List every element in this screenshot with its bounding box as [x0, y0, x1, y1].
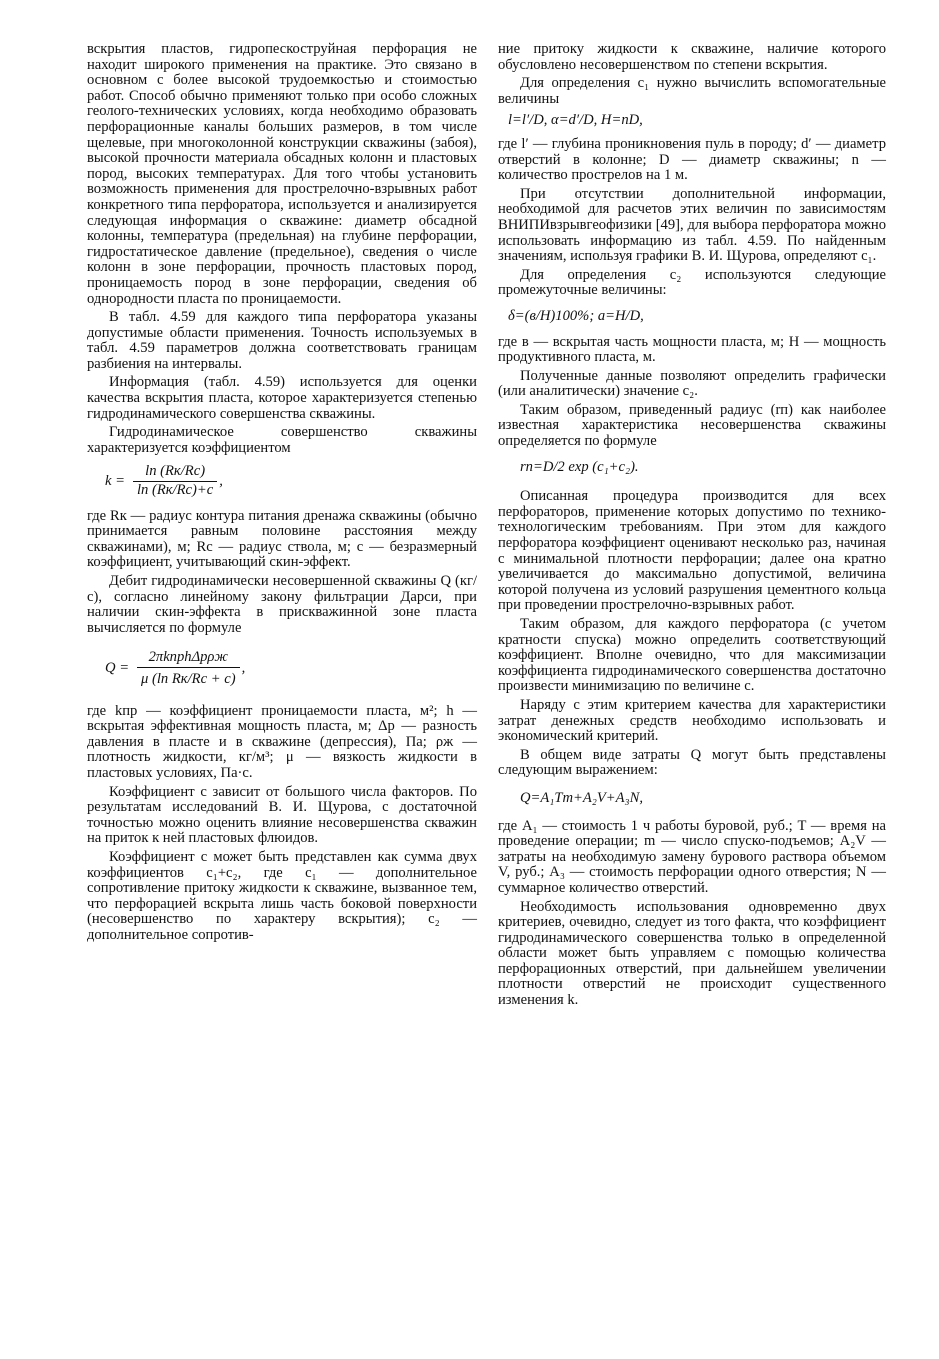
left-paragraph-6: Дебит гидродинамически несовершенной скважины Q (кг/с), согласно линейному закону фильтрации Дарси, при наличии скин-эффекта в прискважинной зоне пласта вычисляется по формуле — [87, 573, 477, 636]
formula-delta: δ=(в/H)100%; a=H/D, — [508, 307, 644, 324]
formula-q-lhs: Q = — [105, 660, 130, 677]
formula-costs: Q=A₁Tm+A₂V+A₃N, — [520, 789, 643, 806]
right-paragraph-3: где l′ — глубина проникновения пуль в породу; d′ — диаметр отверстий в колонне; D — диаметр скважины; n — количество прострелов на 1 м. — [498, 135, 886, 184]
right-paragraph-12: В общем виде затраты Q могут быть представлены следующим выражением: — [498, 746, 886, 779]
left-paragraph-9: Коэффициент c может быть представлен как сумма двух коэффициентов c₁+c₂, где c₁ — дополнительное сопротивление притоку жидкости к скважине, вызванное тем, что перфорацией вскрыта лишь часть боковой поверхности (несовершенство по характеру вскрытия); c₂ — дополнительное сопротив- — [87, 848, 477, 943]
left-paragraph-3: Информация (табл. 4.59) используется для оценки качества вскрытия пласта, которое характеризуется степенью гидродинамического совершенства скважины. — [87, 374, 477, 422]
right-paragraph-14: Необходимость использования одновременно двух критериев, очевидно, следует из того факта, что коэффициент гидродинамического совершенства только в определенной области может быть управляем с помощью количества перфорационных отверстий, при дальнейшем увеличении плотности отверстий не происходит существенного изменения k. — [498, 898, 886, 1009]
formula-q-tail: , — [241, 660, 246, 677]
right-paragraph-13: где A₁ — стоимость 1 ч работы буровой, руб.; T — время на проведение операции; m — число спуско-подъемов; A₂V — затраты на необходимую замену бурового раствора объемом V, руб.; A₃ — стоимость перфорации одного отверстия; N — суммарное количество отверстий. — [498, 817, 886, 896]
left-paragraph-4: Гидродинамическое совершенство скважины характеризуется коэффициентом — [87, 424, 477, 456]
formula-k-fraction — [133, 464, 217, 498]
right-paragraph-6: где в — вскрытая часть мощности пласта, м; H — мощность продуктивного пласта, м. — [498, 333, 886, 366]
formula-q-numerator: 2πkпрhΔpρж — [137, 650, 240, 668]
right-paragraph-2: Для определения c₁ нужно вычислить вспомогательные величины — [498, 75, 886, 107]
right-paragraph-9: Описанная процедура производится для всех перфораторов, применение которых допустимо по технико-технологическим требованиям. При этом для каждого перфоратора коэффициент оценивают несколько раз, начиная с минимальной плотности перфорации; далее она кратно увеличивается до максимально допустимой, величина которой получена из условий разрушения цементного кольца при проведении прострелочно-взрывных работ. — [498, 488, 886, 614]
right-paragraph-1: ние притоку жидкости к скважине, наличие которого обусловлено несовершенством по степени вскрытия. — [498, 41, 886, 73]
formula-q-fraction — [137, 650, 240, 687]
formula-reduced-radius: rп=D/2 exp (c₁+c₂). — [520, 458, 639, 475]
left-paragraph-7: где kпр — коэффициент проницаемости пласта, м²; h — вскрытая эффективная мощность пласта, м; Δp — разность давления в пласте и в скважине (депрессия), Па; ρж — плотность жидкости, кг/м³; μ — вязкость жидкости в пластовых условиях, Па·с. — [87, 702, 477, 781]
left-paragraph-8: Коэффициент c зависит от большого числа факторов. По результатам исследований В. И. Щурова, с достаточной точностью можно оценить влияние несовершенства скважин на приток к ней пластовых флюидов. — [87, 783, 477, 847]
left-paragraph-1: вскрытия пластов, гидропескоструйная перфорация не находит широкого применения на практике. Это связано в основном с более высокой трудоемкостью и стоимостью работ. Способ обычно применяют только при особо сложных геолого-технических условиях, когда необходимо образовать перфорационные каналы больших размеров, в том числе щелевые, при многоколонной конструкции скважины (забоя), высокой прочности материала обсадных колонн и пластовых пород, высоких температурах. Для того чтобы установить возможность применения для прострелочно-взрывных работ конкретного типа перфоратора, используется и анализируется следующая информация о скважине: диаметр обсадной колонны, температура (предельная) на глубине перфорации, гидростатическое давление (предельное), сведения о числе колонн в зоне перфорации, прочность пластовых пород, проницаемость пород в зоне перфорации, сведения об однородности пласта по проницаемости. — [87, 41, 477, 307]
left-column — [87, 42, 477, 943]
left-paragraph-2: В табл. 4.59 для каждого типа перфоратора указаны допустимые области применения. Точность используемых в табл. 4.59 параметров должна соответствовать границам разбиения на интервалы. — [87, 309, 477, 372]
right-paragraph-8: Таким образом, приведенный радиус (rп) как наиболее известная характеристика несовершенства скважины определяется по формуле — [498, 401, 886, 450]
formula-k-tail: , — [219, 472, 223, 489]
formula-k-lhs: k = — [105, 472, 125, 489]
formula-auxiliary: l=l′/D, α=d′/D, H=nD, — [508, 112, 643, 129]
formula-k-numerator: ln (Rк/Rс) — [133, 464, 217, 482]
right-column — [498, 42, 886, 1009]
formula-q-denominator: μ (ln Rк/Rс + c) — [141, 670, 236, 687]
formula-k — [105, 464, 477, 498]
right-paragraph-5: Для определения c₂ используются следующие промежуточные величины: — [498, 266, 886, 299]
formula-k-denominator: ln (Rк/Rс)+c — [136, 482, 214, 499]
right-paragraph-4: При отсутствии дополнительной информации, необходимой для расчетов этих величин по зависимостям ВНИПИвзрывгеофизики [49], для выбора перфоратора можно использовать информацию из табл. 4.59. По найденным значениям, используя графики В. И. Щурова, определяют c₁. — [498, 185, 886, 265]
right-paragraph-7: Полученные данные позволяют определить графически (или аналитически) значение c₂. — [498, 367, 886, 400]
right-paragraph-11: Наряду с этим критерием качества для характеристики затрат денежных средств необходимо использовать и экономический критерий. — [498, 696, 886, 745]
right-paragraph-10: Таким образом, для каждого перфоратора (с учетом кратности спуска) можно определить соответствующий коэффициент. Вполне очевидно, что для максимизации коэффициента гидродинамического совершенства достаточно произвести минимизацию по величине c. — [498, 616, 886, 695]
left-paragraph-5: где Rк — радиус контура питания дренажа скважины (обычно принимается равным половине расстояния между скважинами), м; Rс — радиус ствола, м; c — безразмерный коэффициент, учитывающий скин-эффект. — [87, 507, 477, 571]
formula-q-darcy — [105, 650, 477, 687]
